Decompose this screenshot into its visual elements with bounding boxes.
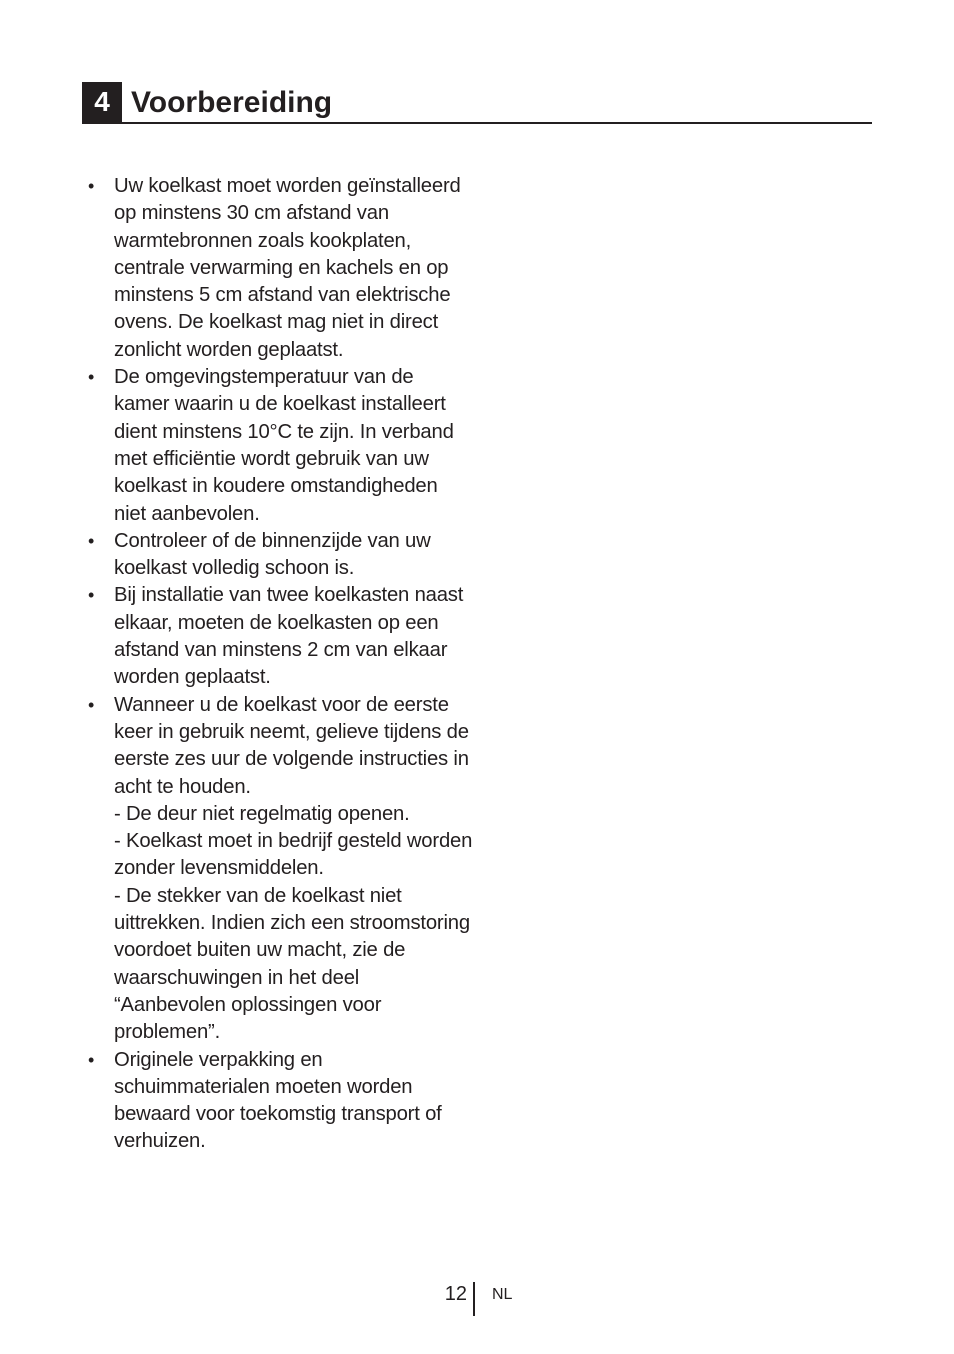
list-item-text bbox=[114, 364, 474, 528]
list-item bbox=[82, 364, 474, 528]
bullet-icon: • bbox=[87, 1049, 95, 1070]
language-code: NL bbox=[492, 1286, 513, 1303]
page-number: 12 bbox=[444, 1283, 467, 1305]
list-item-line: Originele verpakking en schuimmaterialen moeten worden bewaard voor toekomstig transport of verhuizen. bbox=[114, 1048, 442, 1153]
list-item bbox=[82, 692, 474, 1047]
bullet-icon: • bbox=[87, 367, 95, 388]
list-item-line: Controleer of de binnenzijde van uw koelkast volledig schoon is. bbox=[114, 529, 431, 580]
instruction-line: - Koelkast moet in bedrijf gesteld worden zonder levensmiddelen. bbox=[114, 830, 473, 880]
footer-divider bbox=[473, 1282, 475, 1316]
main-content bbox=[82, 173, 474, 1156]
bullet-icon: • bbox=[87, 694, 95, 715]
list-item-line: Bij installatie van twee koelkasten naast elkaar, moeten de koelkasten op een afstand van minstens 2 cm van elkaar worden geplaatst. bbox=[114, 584, 464, 689]
list-item bbox=[82, 1047, 474, 1156]
list-item bbox=[82, 173, 474, 364]
bullet-icon: • bbox=[87, 585, 95, 606]
instruction-line: - De stekker van de koelkast niet uittrekken. Indien zich een stroomstoring voordoet buiten uw macht, zie de waarschuwingen in het deel “Aanbevolen oplossingen voor problemen”. bbox=[114, 884, 470, 1044]
list-item-text bbox=[114, 1047, 474, 1156]
chapter-title: Voorbereiding bbox=[131, 86, 333, 119]
list-item-line: Uw koelkast moet worden geïnstalleerd op minstens 30 cm afstand van warmtebronnen zoals kookplaten, centrale verwarming en kachels en op minstens 5 cm afstand van elektrische ovens. De koelkast mag niet in direct zonlicht worden geplaatst. bbox=[114, 175, 461, 361]
bullet-icon: • bbox=[87, 176, 95, 196]
list-item-text bbox=[114, 173, 474, 364]
chapter-header bbox=[82, 82, 872, 124]
list-item-text bbox=[114, 528, 474, 583]
chapter-number: 4 bbox=[82, 82, 122, 122]
list-item-line: De omgevingstemperatuur van de kamer waarin u de koelkast installeert dient minstens 10°C te zijn. In verband met efficiëntie wordt gebruik van uw koelkast in koudere omstandigheden niet aanbevolen. bbox=[114, 366, 454, 525]
bullet-list bbox=[82, 173, 474, 1156]
list-item-text bbox=[114, 582, 474, 691]
list-item bbox=[82, 582, 474, 691]
bullet-icon: • bbox=[87, 530, 95, 551]
list-item-line: Wanneer u de koelkast voor de eerste keer in gebruik neemt, gelieve tijdens de eerste zes uur de volgende instructies in acht te houden. bbox=[114, 693, 469, 798]
instruction-line: - De deur niet regelmatig openen. bbox=[114, 802, 410, 825]
list-item bbox=[82, 528, 474, 583]
list-item-text bbox=[114, 692, 474, 1047]
